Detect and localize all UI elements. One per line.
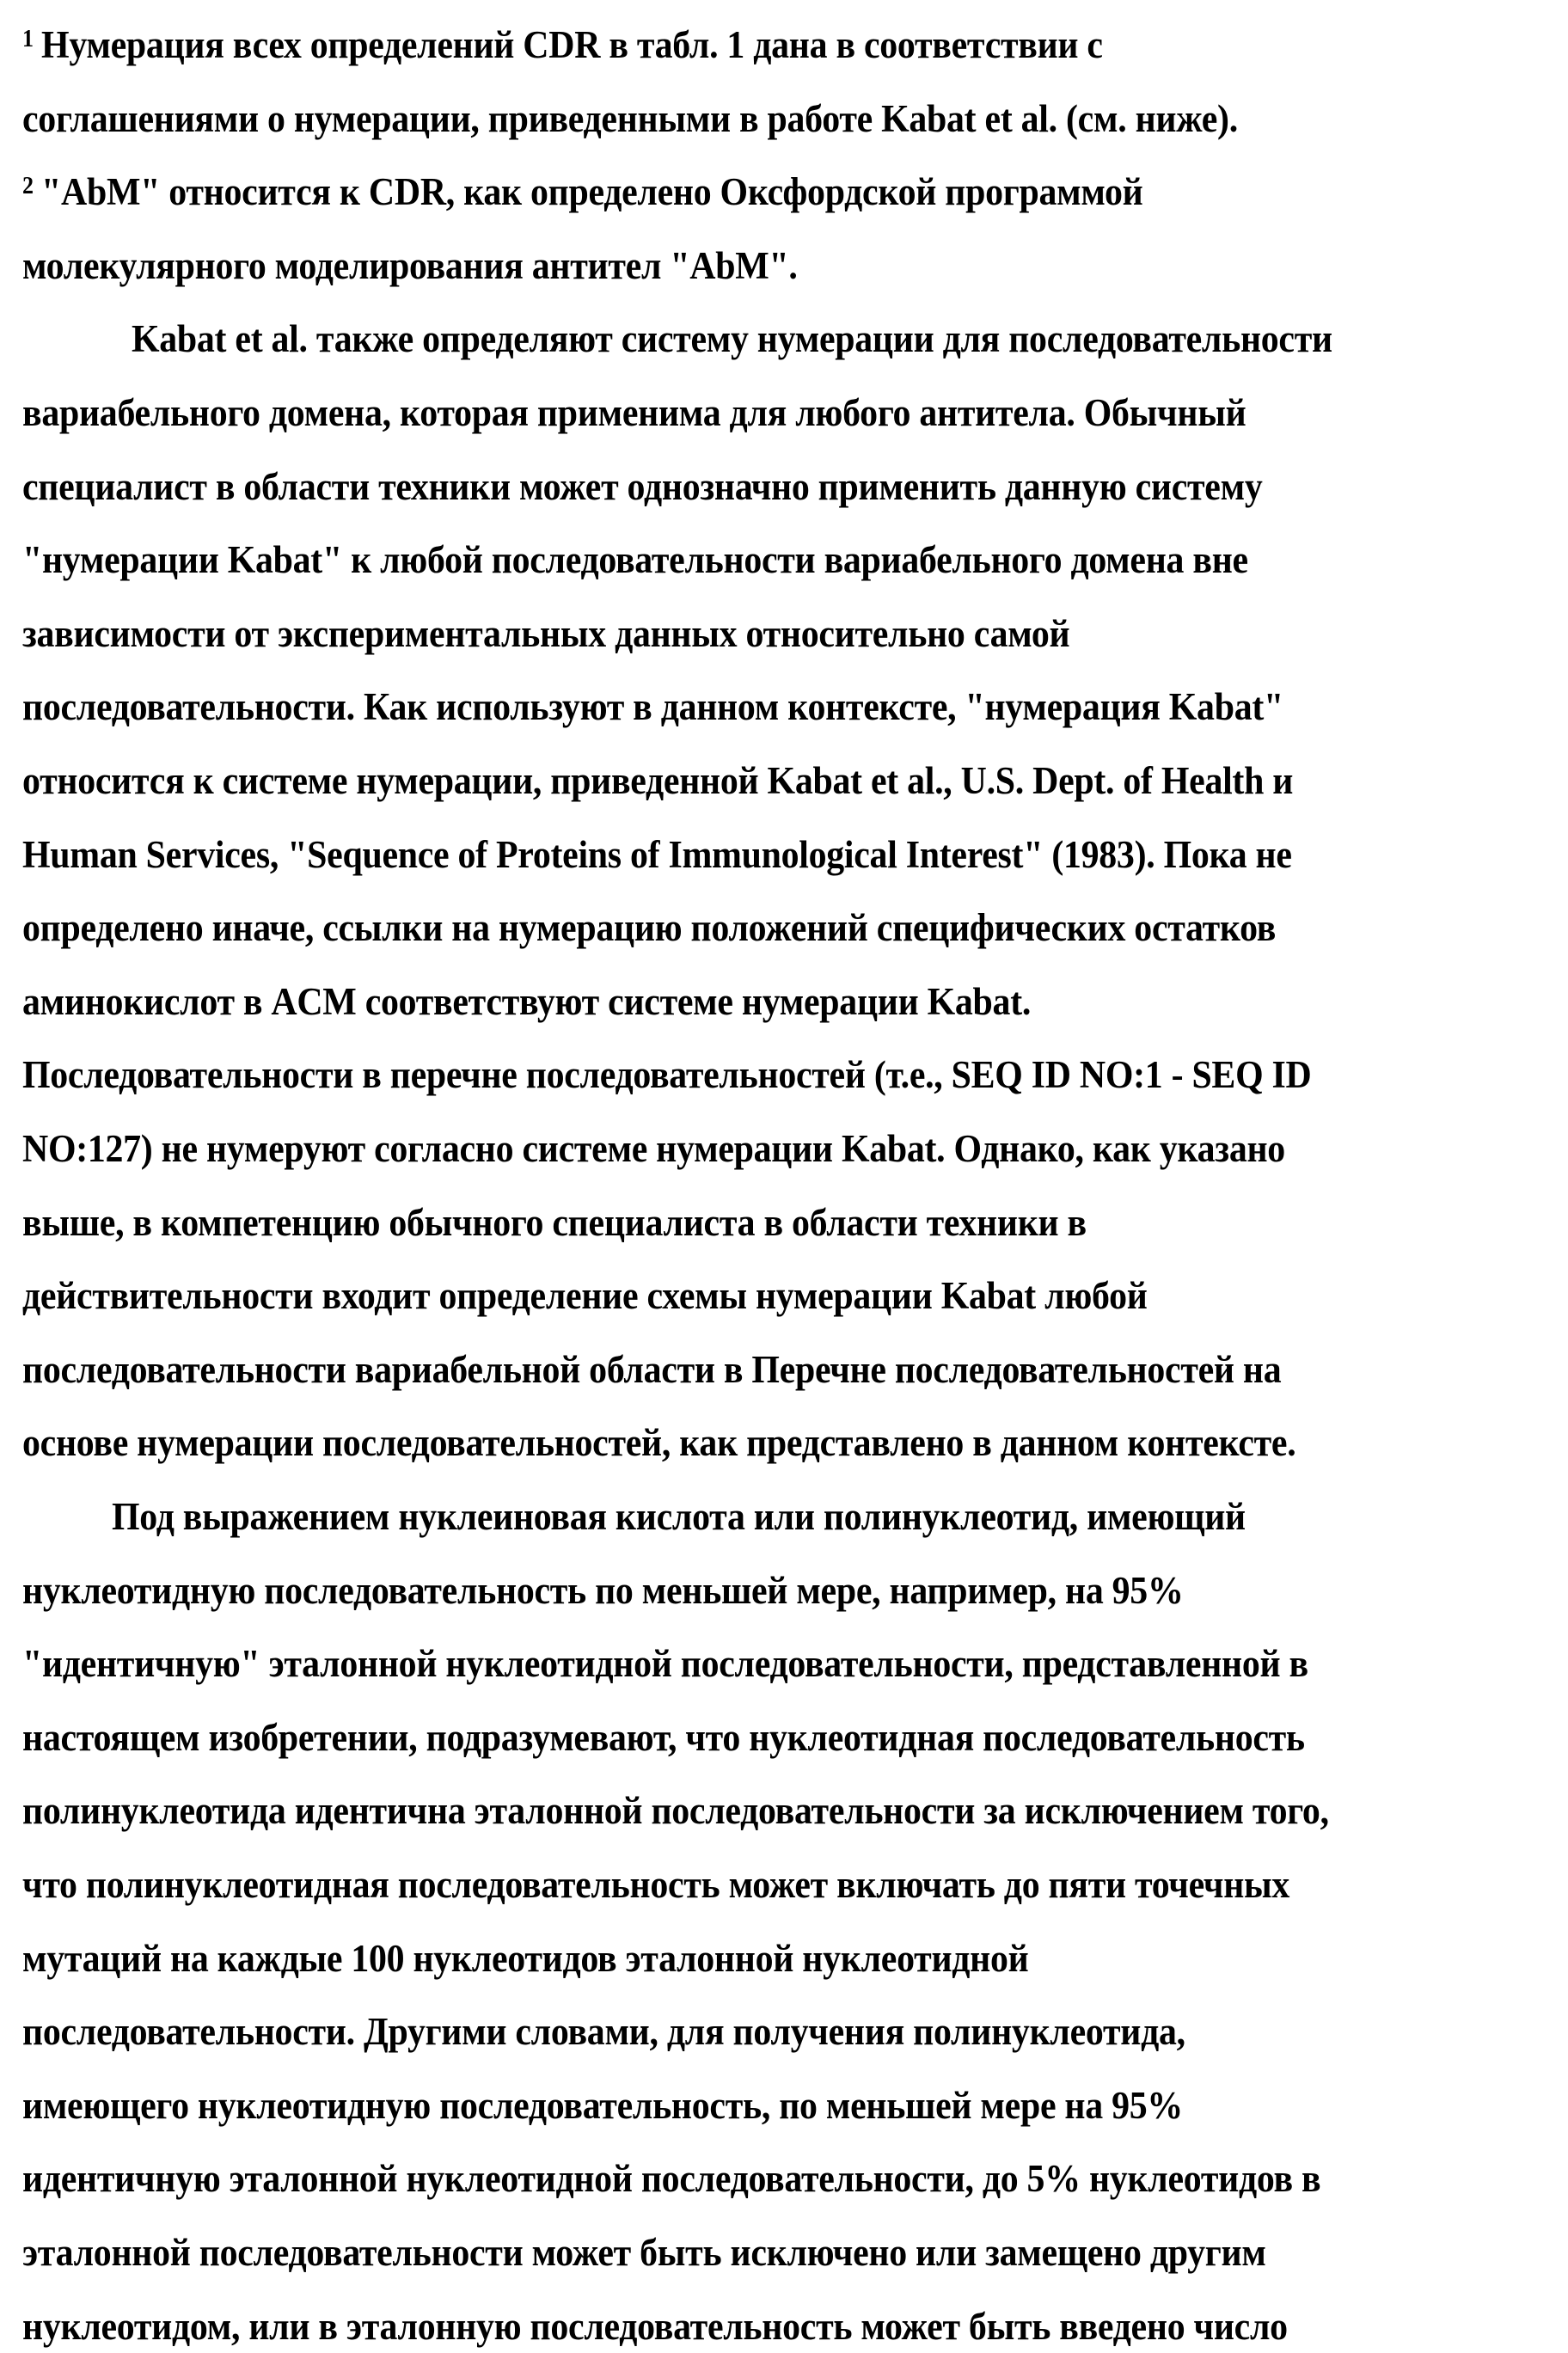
paragraph-line [22, 681, 1283, 732]
line-text: последовательности вариабельной области в Перечне последовательностей на [22, 1348, 1281, 1391]
paragraph-line [22, 1859, 1289, 1910]
paragraph-line [22, 2006, 1185, 2057]
paragraph-line [22, 2080, 1183, 2131]
line-text: Human Services, "Sequence of Proteins of Immunological Interest" (1983). Пока не [22, 833, 1292, 876]
line-text: "AbM" относится к CDR, как определено Оксфордской программой [41, 170, 1142, 213]
paragraph-line [22, 1565, 1184, 1616]
line-text: специалист в области техники может однозначно применить данную систему [22, 465, 1262, 508]
line-text: мутаций на каждые 100 нуклеотидов эталонной нуклеотидной [22, 1937, 1028, 1980]
line-text: зависимости от экспериментальных данных относительно самой [22, 612, 1069, 655]
paragraph-line [22, 2227, 1266, 2278]
line-text: действительности входит определение схемы нумерации Kabat любой [22, 1274, 1148, 1317]
paragraph-line [112, 1491, 1246, 1542]
paragraph-line [22, 902, 1276, 953]
line-text: последовательности. Другими словами, для получения полинуклеотида, [22, 2010, 1185, 2053]
paragraph-line [22, 1197, 1087, 1248]
paragraph-line [22, 755, 1293, 806]
footnote-marker: 1 [22, 26, 34, 52]
paragraph-line [22, 608, 1069, 659]
line-text: последовательности. Как используют в данном контексте, "нумерация Kabat" [22, 685, 1283, 728]
line-text: настоящем изобретении, подразумевают, что нуклеотидная последовательность [22, 1716, 1305, 1759]
line-text: имеющего нуклеотидную последовательность, по меньшей мере на 95% [22, 2084, 1183, 2127]
line-text: соглашениями о нумерации, приведенными в работе Kabat et al. (см. ниже). [22, 97, 1238, 140]
paragraph-line [22, 2153, 1320, 2204]
paragraph-line [22, 829, 1292, 880]
paragraph-line [22, 2301, 1288, 2352]
paragraph-line [22, 1270, 1148, 1321]
paragraph-line [22, 387, 1246, 438]
footnote-line [22, 166, 1142, 218]
paragraph-line [22, 1417, 1295, 1468]
line-text: Под выражением нуклеиновая кислота или полинуклеотид, имеющий [112, 1495, 1246, 1538]
line-text: что полинуклеотидная последовательность может включать до пяти точечных [22, 1863, 1289, 1906]
line-text: эталонной последовательности может быть исключено или замещено другим [22, 2231, 1266, 2274]
paragraph-line [22, 1049, 1311, 1100]
paragraph-line [22, 1123, 1285, 1174]
line-text: идентичную эталонной нуклеотидной последовательности, до 5% нуклеотидов в [22, 2157, 1320, 2200]
footnote-line [22, 19, 1103, 70]
paragraph-line [132, 313, 1332, 365]
paragraph-line [22, 1785, 1329, 1836]
line-text: Последовательности в перечне последовательностей (т.е., SEQ ID NO:1 - SEQ ID [22, 1053, 1311, 1096]
footnote-line [22, 93, 1238, 144]
paragraph-line [22, 976, 1031, 1027]
line-text: основе нумерации последовательностей, как представлено в данном контексте. [22, 1421, 1295, 1464]
paragraph-line [22, 461, 1262, 512]
footnote-line [22, 240, 798, 291]
paragraph-line [22, 1344, 1281, 1395]
line-text: Нумерация всех определений CDR в табл. 1 дана в соответствии с [41, 23, 1103, 66]
line-text: NO:127) не нумеруют согласно системе нумерации Kabat. Однако, как указано [22, 1127, 1285, 1170]
paragraph-line [22, 1638, 1308, 1689]
line-text: полинуклеотида идентична эталонной последовательности за исключением того, [22, 1789, 1329, 1832]
footnote-marker: 2 [22, 173, 34, 199]
line-text: "идентичную" эталонной нуклеотидной последовательности, представленной в [22, 1642, 1308, 1685]
line-text: нуклеотидом, или в эталонную последовательность может быть введено число [22, 2305, 1288, 2348]
line-text: вариабельного домена, которая применима для любого антитела. Обычный [22, 391, 1246, 434]
line-text: определено иначе, ссылки на нумерацию положений специфических остатков [22, 906, 1276, 949]
line-text: выше, в компетенцию обычного специалиста в области техники в [22, 1201, 1087, 1244]
paragraph-line [22, 534, 1248, 585]
paragraph-line [22, 1712, 1305, 1763]
line-text: "нумерации Kabat" к любой последовательности вариабельного домена вне [22, 538, 1248, 581]
line-text: Kabat et al. также определяют систему нумерации для последовательности [132, 317, 1332, 360]
line-text: относится к системе нумерации, приведенной Kabat et al., U.S. Dept. of Health и [22, 759, 1293, 802]
line-text: нуклеотидную последовательность по меньшей мере, например, на 95% [22, 1569, 1184, 1612]
line-text: аминокислот в ACM соответствуют системе нумерации Kabat. [22, 980, 1031, 1023]
line-text: молекулярного моделирования антител "AbM". [22, 244, 798, 287]
paragraph-line [22, 1933, 1028, 1984]
